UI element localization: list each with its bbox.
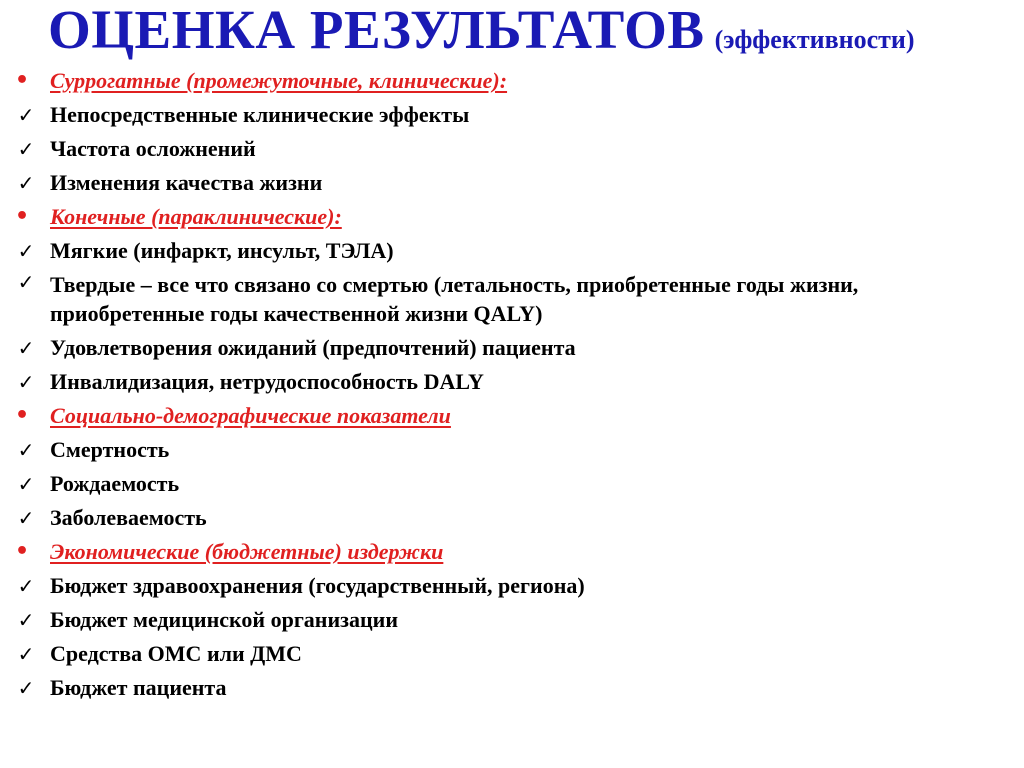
section-heading-text: Социально-демографические показатели xyxy=(50,403,451,428)
checkmark-icon: ✓ xyxy=(17,506,35,530)
checkmark-icon: ✓ xyxy=(17,370,35,394)
list-item xyxy=(0,98,1024,132)
section-heading xyxy=(0,64,1024,98)
section-heading-text: Суррогатные (промежуточные, клинические): xyxy=(50,68,508,93)
checkmark-icon: ✓ xyxy=(17,574,35,598)
section-heading xyxy=(0,535,1024,569)
checkmark-icon: ✓ xyxy=(17,239,35,263)
list-item xyxy=(0,603,1024,637)
checkmark-icon: ✓ xyxy=(17,103,35,127)
list-item-text: Мягкие (инфаркт, инсульт, ТЭЛА) xyxy=(50,238,394,263)
list-item-text: Бюджет пациента xyxy=(50,675,227,700)
list-item xyxy=(0,433,1024,467)
list-item xyxy=(0,671,1024,705)
checkmark-icon: ✓ xyxy=(17,336,35,360)
list-item-text: Бюджет здравоохранения (государственный, региона) xyxy=(50,573,585,598)
checkmark-icon: ✓ xyxy=(17,137,35,161)
list-item-text: Бюджет медицинской организации xyxy=(50,607,399,632)
list-item xyxy=(0,501,1024,535)
section-heading-text: Экономические (бюджетные) издержки xyxy=(50,539,444,564)
list-item xyxy=(0,234,1024,268)
checkmark-icon: ✓ xyxy=(17,270,35,294)
list-item-text: Изменения качества жизни xyxy=(50,170,323,195)
list-item-text: Непосредственные клинические эффекты xyxy=(50,102,470,127)
list-item xyxy=(0,467,1024,501)
checkmark-icon: ✓ xyxy=(17,438,35,462)
list-item-text: Удовлетворения ожиданий (предпочтений) пациента xyxy=(50,335,576,360)
bullet-icon: • xyxy=(14,539,30,564)
checkmark-icon: ✓ xyxy=(17,171,35,195)
list-item xyxy=(0,331,1024,365)
list-item-text: Твердые – все что связано со смертью (летальность, приобретенные годы жизни, приобретенные годы качественной жизни QALY) xyxy=(50,272,859,326)
list-item xyxy=(0,569,1024,603)
list-item xyxy=(0,132,1024,166)
list-item-text: Инвалидизация, нетрудоспособность DALY xyxy=(50,369,484,394)
list-item-text: Рождаемость xyxy=(50,471,180,496)
list-item xyxy=(0,637,1024,671)
list-item xyxy=(0,365,1024,399)
checkmark-icon: ✓ xyxy=(17,642,35,666)
section-heading-text: Конечные (параклинические): xyxy=(50,204,342,229)
list-item-text: Заболеваемость xyxy=(50,505,207,530)
section-heading xyxy=(0,399,1024,433)
checkmark-icon: ✓ xyxy=(17,676,35,700)
slide-title xyxy=(48,0,915,60)
section-heading xyxy=(0,200,1024,234)
bullet-icon: • xyxy=(14,68,30,93)
list-item-text: Смертность xyxy=(50,437,170,462)
bullet-icon: • xyxy=(14,204,30,229)
checkmark-icon: ✓ xyxy=(17,608,35,632)
bullet-icon: • xyxy=(14,403,30,428)
list-item xyxy=(0,166,1024,200)
list-item-text: Частота осложнений xyxy=(50,136,256,161)
list-item-text: Средства ОМС или ДМС xyxy=(50,641,302,666)
list-item xyxy=(0,268,1024,331)
title-subtitle: (эффективности) xyxy=(714,25,915,54)
checkmark-icon: ✓ xyxy=(17,472,35,496)
results-list xyxy=(0,64,1024,705)
title-main: ОЦЕНКА РЕЗУЛЬТАТОВ xyxy=(48,0,705,60)
